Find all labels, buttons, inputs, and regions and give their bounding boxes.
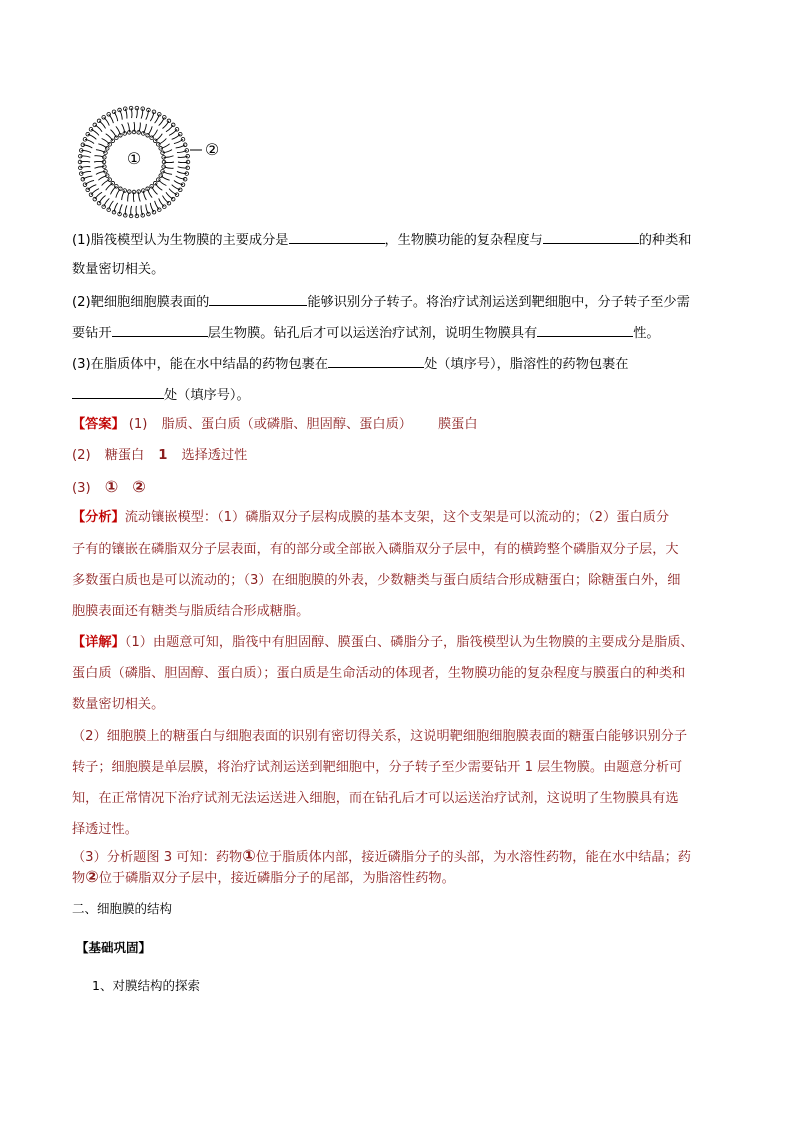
q2-text-c: 要钻开 — [72, 326, 112, 341]
detail-p3-text-c: 物 — [72, 871, 86, 886]
q2-text-a: (2)靶细胞细胞膜表面的 — [72, 295, 210, 310]
detail-p2-line-2: 转子；细胞膜是单层膜，将治疗试剂运送到靶细胞中，分子转子至少需要钻开 1 层生物膜。由题意分析可 — [72, 760, 683, 775]
analysis-line-3: 多数蛋白质也是可以流动的；（3）在细胞膜的外表，少数糖类与蛋白质结合形成糖蛋白；除糖蛋白外，细 — [72, 573, 681, 588]
answer-3b: ② — [132, 477, 146, 496]
detail-p1-line-1 — [72, 633, 694, 653]
detail-p3-line-1 — [72, 846, 691, 868]
lipid-tail — [98, 176, 107, 181]
lipid-tail — [109, 201, 114, 210]
lipid-head — [115, 136, 119, 140]
lipid-tail — [102, 180, 110, 186]
lipid-tail — [148, 126, 153, 135]
q2-blank-3[interactable] — [537, 322, 633, 337]
q2-blank-1[interactable] — [209, 291, 307, 306]
lipid-tail — [106, 134, 113, 141]
answer-3a: ① — [104, 477, 119, 496]
answer-row-3 — [72, 477, 146, 499]
q2-blank-2[interactable] — [112, 322, 208, 337]
analysis-line-4: 胞膜表面还有糖类与脂质结合形成糖脂。 — [72, 604, 310, 619]
detail-p2-line-4: 择透过性。 — [72, 822, 138, 837]
lipid-tail — [134, 122, 135, 132]
answer-2-num: (2) — [72, 448, 91, 463]
analysis-line-1 — [72, 508, 669, 528]
lipid-tail — [150, 112, 154, 121]
lipid-tail — [161, 176, 170, 181]
lipid-tail — [174, 139, 183, 143]
lipid-tail — [136, 206, 137, 216]
lipid-tail — [95, 125, 102, 132]
lipid-head — [102, 205, 106, 209]
answer-2c: 选择透过性 — [181, 448, 248, 463]
answer-1-num: (1) — [128, 417, 148, 432]
lipid-head — [137, 131, 141, 135]
consolidate-heading: 【基础巩固】 — [76, 940, 152, 955]
drug-1-marker: ① — [242, 846, 256, 865]
outer-label: ② — [204, 140, 220, 159]
lipid-head — [123, 189, 127, 193]
liposome-diagram — [72, 104, 232, 224]
lipid-tail — [161, 144, 170, 149]
lipid-tail — [178, 162, 188, 163]
section-item-1: 1、对膜结构的探索 — [92, 978, 200, 993]
lipid-tail — [155, 134, 162, 141]
lipid-tail — [172, 134, 181, 139]
detail-p1-text-1: （1）由题意可知，脂筏中有胆固醇、膜蛋白、磷脂分子，脂筏模型认为生物膜的主要成分是脂质、 — [124, 635, 694, 650]
question-1-line2: 数量密切相关。 — [72, 262, 165, 277]
question-2-line2 — [72, 322, 660, 344]
lipid-tail — [94, 161, 104, 162]
detail-tag: 【详解】 — [72, 635, 125, 650]
lipid-tail — [159, 198, 165, 206]
lipid-tail — [159, 117, 165, 125]
answer-2a: 糖蛋白 — [104, 448, 145, 463]
lipid-head — [128, 190, 132, 194]
answer-tag: 【答案】 — [72, 417, 125, 432]
lipid-tail — [155, 183, 162, 190]
answer-1a: 脂质、蛋白质（或磷脂、胆固醇、蛋白质） — [161, 417, 412, 432]
detail-p3-line-2 — [72, 867, 455, 889]
lipid-tail — [155, 201, 160, 210]
lipid-tail — [166, 125, 173, 132]
lipid-head — [162, 165, 166, 169]
detail-p3-text-b: 位于脂质体内部，接近磷脂分子的头部，为水溶性药物，能在水中结晶；药 — [255, 850, 691, 865]
section-heading: 二、细胞膜的结构 — [72, 901, 173, 916]
detail-p1-line-3: 数量密切相关。 — [72, 697, 165, 712]
lipid-head — [103, 156, 107, 160]
lipid-tail — [104, 198, 110, 206]
lipid-head — [97, 201, 101, 205]
question-3 — [72, 353, 628, 375]
lipid-tail — [169, 129, 177, 135]
lipid-tail — [110, 186, 116, 194]
lipid-tail — [150, 203, 154, 212]
answer-row-2 — [72, 446, 247, 466]
lipid-head — [167, 119, 171, 123]
lipid-tail — [88, 185, 97, 190]
analysis-line-2: 子有的镶嵌在磷脂双分子层表面，有的部分或全部嵌入磷脂双分子层中，有的横跨整个磷脂双分子层，大 — [72, 542, 679, 557]
lipid-tail — [116, 126, 121, 135]
lipid-tail — [158, 138, 166, 144]
lipid-head — [81, 177, 85, 181]
question-1 — [72, 229, 692, 251]
q3-text-a: (3)在脂质体中，能在水中结晶的药物包裹在 — [72, 357, 329, 372]
q1-text-c: 的种类和 — [638, 233, 692, 248]
lipid-tail — [164, 162, 174, 163]
lipid-tail — [116, 189, 121, 198]
lipid-tail — [177, 150, 187, 152]
lipid-tail — [166, 192, 173, 199]
q1-text-b: ，生物膜功能的复杂程度与 — [384, 233, 543, 248]
detail-p1-line-2: 蛋白质（磷脂、胆固醇、蛋白质）；蛋白质是生命活动的体现者，生物膜功能的复杂程度与膜蛋白的种类和 — [72, 666, 686, 681]
lipid-tail — [148, 189, 153, 198]
analysis-tag: 【分析】 — [72, 510, 125, 525]
detail-p2-line-3: 知，在正常情况下治疗试剂无法运送进入细胞，而在钻孔后才可以运送治疗试剂，这说明了生物膜具有选 — [72, 791, 679, 806]
lipid-tail — [131, 108, 132, 118]
detail-p3-text-d: 位于磷脂双分子层中，接近磷脂分子的尾部，为脂溶性药物。 — [98, 871, 455, 886]
answer-2b: 1 — [158, 448, 168, 463]
answer-3-num: (3) — [72, 481, 91, 496]
lipid-tail — [81, 171, 91, 173]
lipid-tail — [158, 180, 166, 186]
q2-text-e: 性。 — [633, 326, 660, 341]
lipid-tail — [102, 138, 110, 144]
lipid-tail — [162, 121, 168, 129]
lipid-tail — [88, 134, 97, 139]
q3-text-b: 处（填序号），脂溶性的药物包裹在 — [424, 357, 629, 372]
q1-blank-1[interactable] — [289, 229, 385, 244]
q2-text-d: 层生物膜。钻孔后才可以运送治疗试剂，说明生物膜具有 — [207, 326, 538, 341]
lipid-head — [89, 128, 93, 132]
q2-text-b: 能够识别分子转子。将治疗试剂运送到靶细胞中，分子转子至少需 — [307, 295, 690, 310]
lipid-tail — [106, 183, 113, 190]
lipid-tail — [114, 203, 118, 212]
lipid-tail — [152, 130, 158, 138]
analysis-text-1: 流动镶嵌模型：（1）磷脂双分子层构成膜的基本支架，这个支架是可以流动的；（2）蛋白质分 — [124, 510, 670, 525]
lipid-tail — [162, 196, 168, 204]
q3-blank-1[interactable] — [328, 353, 424, 368]
detail-p2-line-1: （2）细胞膜上的糖蛋白与细胞表面的识别有密切得关系，这说明靶细胞细胞膜表面的糖蛋白能够识别分子 — [72, 729, 688, 744]
lipid-head — [104, 151, 108, 155]
lipid-tail — [109, 114, 114, 123]
lipid-tail — [174, 180, 183, 184]
lipid-head — [108, 178, 112, 182]
answer-1b: 膜蛋白 — [438, 417, 478, 432]
q3-blank-2[interactable] — [72, 384, 164, 399]
lipid-tail — [99, 196, 105, 204]
lipid-tail — [85, 180, 94, 184]
lipid-tail — [172, 185, 181, 190]
lipid-tail — [155, 114, 160, 123]
lipid-tail — [169, 189, 177, 195]
q1-text-a: (1)脂筏模型认为生物膜的主要成分是 — [72, 233, 289, 248]
lipid-tail — [114, 112, 118, 121]
lipid-tail — [95, 192, 102, 199]
lipid-tail — [133, 192, 134, 202]
lipid-tail — [152, 186, 158, 194]
q3-text-c: 处（填序号）。 — [164, 388, 250, 403]
lipid-tail — [85, 139, 94, 143]
inner-label: ① — [126, 149, 142, 168]
lipid-head — [123, 107, 127, 111]
q1-blank-2[interactable] — [543, 229, 639, 244]
lipid-tail — [80, 161, 90, 162]
question-3-line2 — [72, 384, 250, 406]
lipid-tail — [98, 144, 107, 149]
lipid-head — [141, 132, 145, 136]
lipid-tail — [91, 129, 99, 135]
question-2 — [72, 291, 690, 313]
lipid-tail — [99, 121, 105, 129]
answer-row-1 — [72, 415, 478, 435]
lipid-tail — [104, 117, 110, 125]
drug-2-marker: ② — [85, 867, 99, 886]
lipid-tail — [110, 130, 116, 138]
detail-p3-text-a: （3）分析题图 3 可知：药物 — [72, 850, 243, 865]
lipid-tail — [91, 189, 99, 195]
